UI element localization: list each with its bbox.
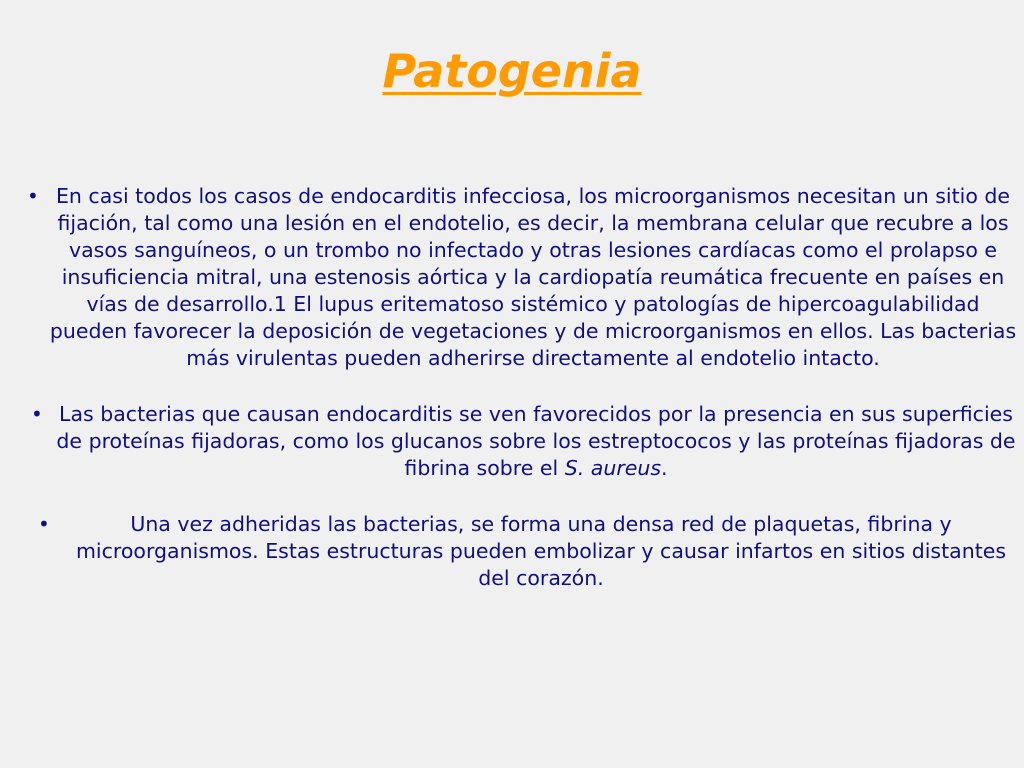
bullet-list bbox=[27, 183, 1020, 621]
bullet-marker: • bbox=[31, 402, 43, 426]
slide-title: Patogenia bbox=[382, 44, 642, 98]
bullet-item bbox=[30, 401, 1020, 482]
bullet-text-italic: S. aureus bbox=[564, 456, 662, 480]
bullet-text-end: . bbox=[661, 456, 668, 480]
bullet-marker: • bbox=[38, 512, 50, 536]
bullet-text: En casi todos los casos de endocarditis infecciosa, los microorganismos necesitan un sitio de fijación, tal como una lesión en el endotelio, es decir, la membrana celular que recubre a los vasos sanguíneos, o un trombo no infectado y otras lesiones cardíacas como el prolapso e insuficiencia mitral, una estenosis aórtica y la cardiopatía reumática frecuente en países en vías de desarrollo.1 El lupus eritematoso sistémico y patologías de hipercoagulabilidad pueden favorecer la deposición de vegetaciones y de microorganismos en ellos. Las bacterias más virulentas pueden adherirse directamente al endotelio intacto. bbox=[49, 184, 1017, 370]
bullet-item bbox=[30, 511, 1020, 592]
bullet-text: Las bacterias que causan endocarditis se ven favorecidos por la presencia en sus superficies de proteínas fijadoras, como los glucanos sobre los estreptococos y las proteínas fijadoras de fibrina sobre el bbox=[56, 402, 1016, 480]
bullet-marker: • bbox=[27, 184, 39, 208]
bullet-item bbox=[27, 183, 1020, 372]
bullet-text: Una vez adheridas las bacterias, se forma una densa red de plaquetas, fibrina y microorganismos. Estas estructuras pueden embolizar y causar infartos en sitios distantes del corazón. bbox=[75, 512, 1007, 590]
